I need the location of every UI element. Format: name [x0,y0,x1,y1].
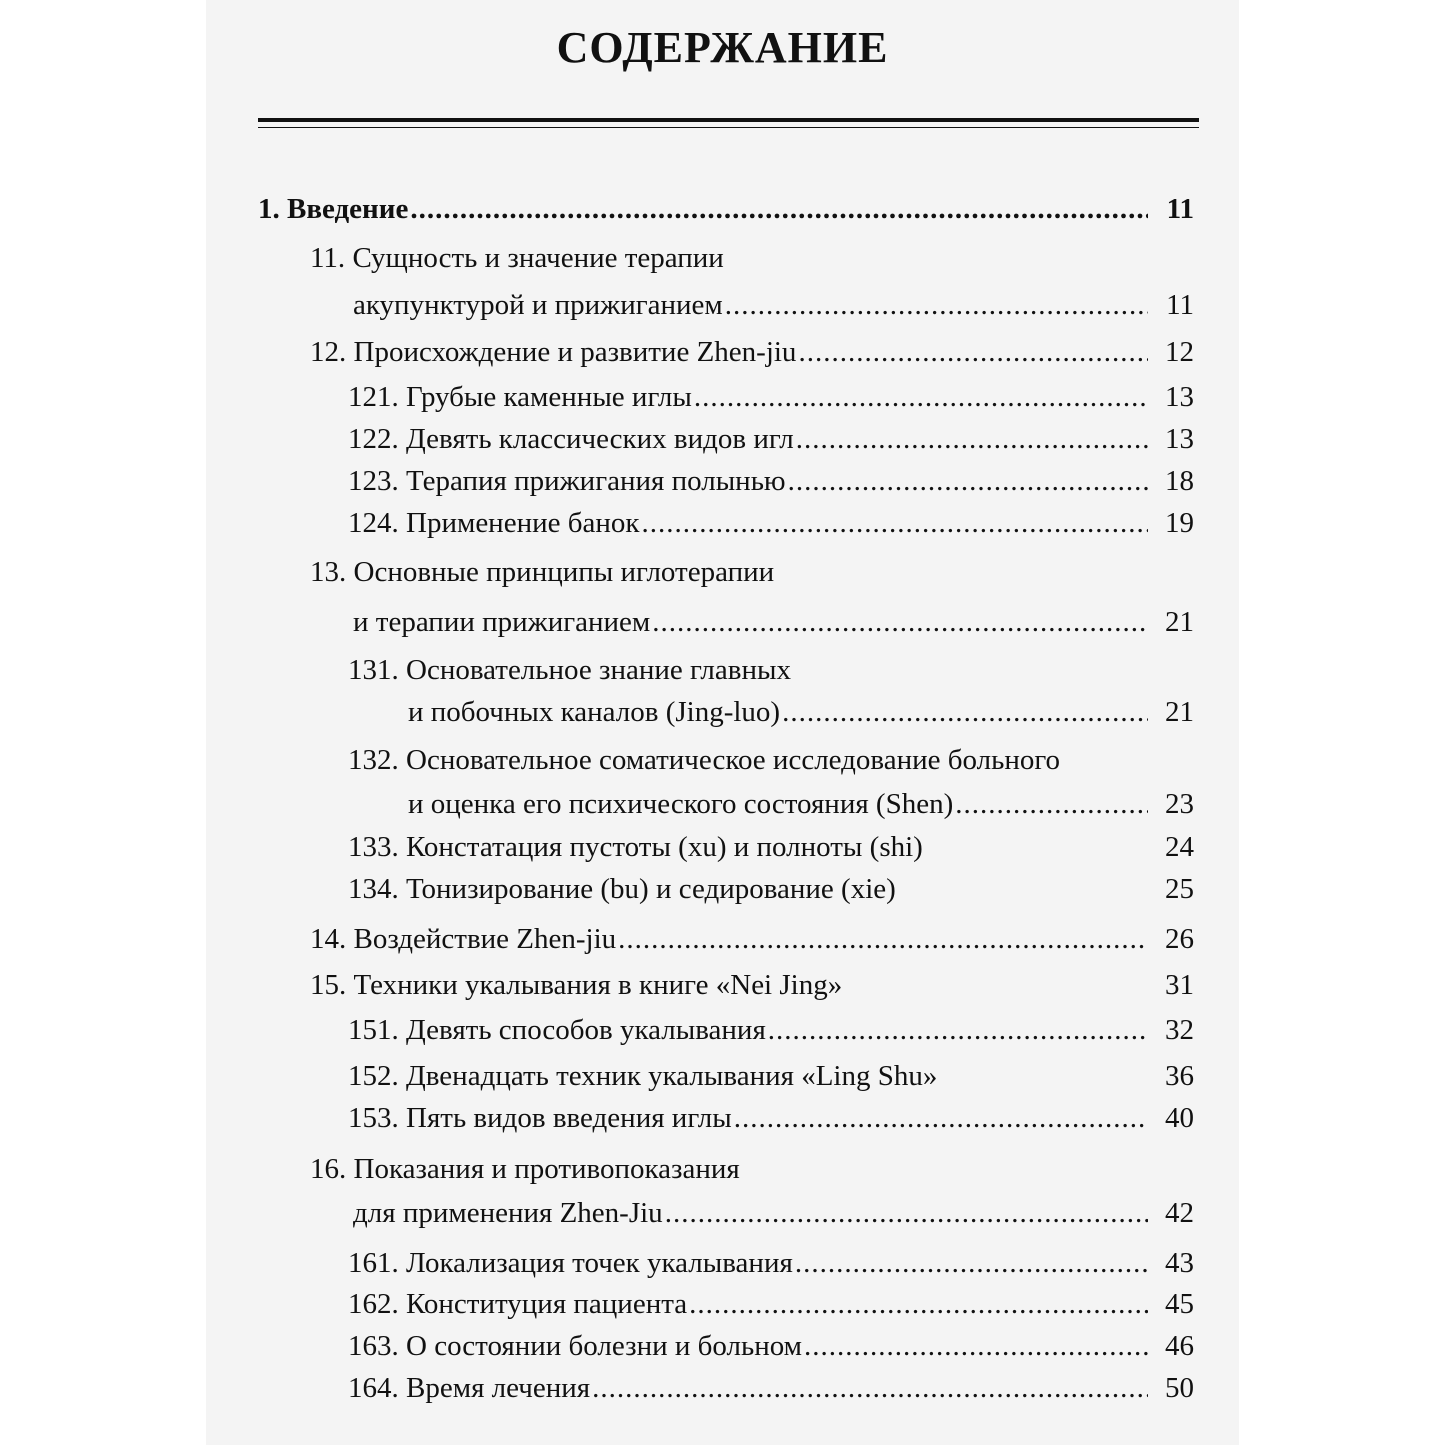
entry-page: 11 [1166,193,1194,225]
entry-title-line1: Показания и противопоказания [353,1153,740,1185]
entry-page: 21 [1165,696,1194,728]
entry-title: и терапии прижиганием [353,606,651,638]
entry-page: 43 [1165,1247,1194,1279]
entry-number: 13. [310,556,347,588]
entry-page: 32 [1165,1014,1194,1046]
entry-title: Локализация точек укалывания [406,1247,793,1279]
entry-title: и побочных каналов (Jing-luo) [408,696,781,728]
entry-page: 46 [1165,1330,1194,1362]
entry-number: 132. [348,744,399,776]
toc-entry [258,460,1194,502]
toc-entry [258,1051,1194,1097]
entry-title: Происхождение и развитие Zhen-jiu [353,336,797,368]
entry-title: Тонизирование (bu) и седирование (xie) [406,873,896,905]
entry-title: Констатация пустоты (xu) и полноты (shi) [406,831,923,863]
entry-title: Введение [287,193,409,225]
entry-page: 25 [1165,873,1194,905]
toc-entry [258,502,1194,544]
entry-title-line1: Основательное знание главных [406,654,791,686]
entry-number: 15. [310,969,347,1001]
entry-number: 1. [258,193,280,225]
entry-title: акупунктурой и прижиганием [353,289,723,321]
entry-page: 45 [1165,1288,1194,1320]
entry-number: 153. [348,1102,399,1134]
toc-entry [258,962,1194,1009]
entry-number: 122. [348,423,399,455]
entry-page: 40 [1165,1102,1194,1134]
entry-title: Время лечения [406,1372,591,1404]
entry-number: 152. [348,1060,399,1092]
entry-page: 18 [1165,465,1194,497]
entry-number: 163. [348,1330,399,1362]
entry-page: 50 [1165,1372,1194,1404]
entry-title: для применения Zhen-Jiu [353,1197,663,1229]
toc-entry [258,1139,1194,1235]
entry-title: О состоянии болезни и больном [406,1330,803,1362]
entry-number: 124. [348,507,399,539]
entry-title: Грубые каменные иглы [406,381,692,413]
toc-entry [258,910,1194,962]
toc-entry [258,1097,1194,1139]
entry-page: 26 [1165,923,1194,955]
entry-page: 36 [1165,1060,1194,1092]
toc-entry [258,868,1194,910]
entry-page: 42 [1165,1197,1194,1229]
title-rule-thin [258,127,1199,128]
entry-page: 13 [1165,423,1194,455]
toc-entry [258,1283,1194,1325]
entry-title: и оценка его психического состояния (Shen) [408,788,954,820]
entry-title: Техники укалывания в книге «Nei Jing» [353,969,843,1001]
toc-entry [258,1325,1194,1367]
entry-number: 134. [348,873,399,905]
table-of-contents [258,183,1194,1409]
toc-entry [258,826,1194,868]
entry-page: 11 [1166,289,1194,321]
entry-title: Терапия прижигания полынью [406,465,786,497]
toc-entry [258,183,1194,235]
entry-title-line1: Основательное соматическое исследование больного [406,744,1061,776]
entry-title: Пять видов введения иглы [406,1102,732,1134]
entry-page: 13 [1165,381,1194,413]
entry-title-line1: Основные принципы иглотерапии [353,556,775,588]
book-page [206,0,1239,1445]
toc-entry [258,376,1194,418]
entry-page: 19 [1165,507,1194,539]
entry-page: 12 [1165,336,1194,368]
toc-entry [258,644,1194,734]
entry-title: Девять классических видов игл [406,423,794,455]
entry-page: 31 [1165,969,1194,1001]
title-rule-thick [258,118,1199,122]
entry-number: 151. [348,1014,399,1046]
entry-number: 11. [310,242,346,274]
entry-number: 12. [310,336,347,368]
entry-title: Применение банок [406,507,640,539]
entry-page: 21 [1165,606,1194,638]
entry-number: 14. [310,923,347,955]
toc-entry [258,544,1194,644]
page-title: СОДЕРЖАНИЕ [556,23,889,72]
toc-entry [258,734,1194,826]
toc-entry [258,1367,1194,1409]
entry-number: 161. [348,1247,399,1279]
entry-title-line1: Сущность и значение терапии [352,242,724,274]
toc-entry [258,418,1194,460]
entry-number: 123. [348,465,399,497]
entry-number: 133. [348,831,399,863]
toc-entry [258,1009,1194,1051]
entry-number: 16. [310,1153,347,1185]
entry-number: 131. [348,654,399,686]
toc-entry [258,235,1194,329]
entry-title: Воздействие Zhen-jiu [353,923,617,955]
entry-number: 162. [348,1288,399,1320]
entry-title: Двенадцать техник укалывания «Ling Shu» [406,1060,938,1092]
entry-number: 121. [348,381,399,413]
toc-entry [258,1235,1194,1283]
entry-page: 24 [1165,831,1194,863]
toc-entry [258,329,1194,376]
entry-title: Конституция пациента [406,1288,688,1320]
entry-title: Девять способов укалывания [406,1014,766,1046]
entry-page: 23 [1165,788,1194,820]
entry-number: 164. [348,1372,399,1404]
